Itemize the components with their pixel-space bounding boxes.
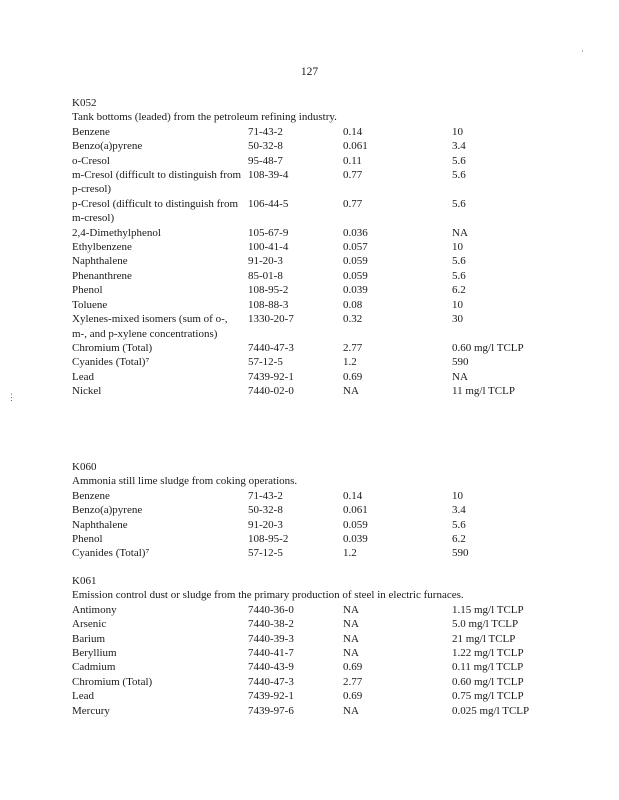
waste-code: K052: [72, 97, 97, 109]
nonwastewater-standard: 10: [452, 298, 463, 311]
constituent-name: Phenanthrene: [72, 269, 132, 282]
constituent-name: Cadmium: [72, 661, 116, 674]
constituent-name: Naphthalene: [72, 255, 128, 268]
nonwastewater-standard: NA: [452, 226, 468, 239]
constituent-name: m-Cresol (difficult to distinguish from p-cresol): [72, 169, 242, 196]
cas-number: 108-95-2: [248, 533, 289, 546]
constituent-name: Nickel: [72, 385, 102, 398]
wastewater-standard: NA: [343, 632, 359, 645]
constituent-name: Lead: [72, 370, 94, 383]
constituent-row: [72, 546, 572, 560]
nonwastewater-standard: 5.6: [452, 197, 466, 210]
cas-number: 95-48-7: [248, 154, 283, 167]
cas-number: 7439-92-1: [248, 370, 294, 383]
nonwastewater-standard: 6.2: [452, 533, 466, 546]
constituent-name: Benzene: [72, 489, 110, 502]
constituent-row: [72, 370, 572, 384]
nonwastewater-standard: 1.15 mg/l TCLP: [452, 603, 524, 616]
constituent-row: [72, 240, 572, 254]
nonwastewater-standard: 5.6: [452, 255, 466, 268]
nonwastewater-standard: 11 mg/l TCLP: [452, 385, 515, 398]
constituent-name: Cyanides (Total)⁷: [72, 547, 150, 560]
constituent-name: Benzene: [72, 125, 110, 138]
wastewater-standard: 0.059: [343, 269, 368, 282]
wastewater-standard: 0.061: [343, 504, 368, 517]
constituent-name: Phenol: [72, 284, 103, 297]
nonwastewater-standard: 10: [452, 241, 463, 254]
constituent-name: Chromium (Total): [72, 675, 153, 688]
constituent-row: [72, 312, 572, 341]
constituent-row: [72, 125, 572, 139]
waste-description: Emission control dust or sludge from the primary production of steel in electric furnaces.: [72, 589, 464, 602]
wastewater-standard: 0.69: [343, 370, 363, 383]
nonwastewater-standard: 5.6: [452, 169, 466, 182]
nonwastewater-standard: 3.4: [452, 504, 466, 517]
cas-number: 7440-47-3: [248, 675, 294, 688]
constituent-name: Ethylbenzene: [72, 241, 132, 254]
constituent-row: [72, 632, 572, 646]
nonwastewater-standard: 10: [452, 125, 463, 138]
constituent-row: [72, 603, 572, 617]
cas-number: 50-32-8: [248, 504, 283, 517]
constituent-row: [72, 298, 572, 312]
nonwastewater-standard: 1.22 mg/l TCLP: [452, 647, 524, 660]
cas-number: 106-44-5: [248, 197, 289, 210]
constituent-row: [72, 689, 572, 703]
cas-number: 7440-02-0: [248, 385, 294, 398]
wastewater-standard: 0.77: [343, 197, 363, 210]
constituent-row: [72, 254, 572, 268]
constituent-row: [72, 226, 572, 240]
nonwastewater-standard: 5.6: [452, 518, 466, 531]
cas-number: 108-39-4: [248, 169, 289, 182]
constituent-row: [72, 646, 572, 660]
constituent-name: Cyanides (Total)⁷: [72, 356, 150, 369]
constituent-row: [72, 341, 572, 355]
cas-number: 7440-41-7: [248, 647, 294, 660]
wastewater-standard: 0.059: [343, 255, 368, 268]
wastewater-standard: 0.059: [343, 518, 368, 531]
scan-speck: ⋮: [7, 392, 16, 402]
constituent-name: 2,4-Dimethylphenol: [72, 226, 161, 239]
constituent-row: [72, 355, 572, 369]
cas-number: 7440-38-2: [248, 618, 294, 631]
cas-number: 105-67-9: [248, 226, 289, 239]
wastewater-standard: 2.77: [343, 675, 363, 688]
cas-number: 1330-20-7: [248, 313, 294, 326]
nonwastewater-standard: 0.60 mg/l TCLP: [452, 341, 524, 354]
wastewater-standard: 0.77: [343, 169, 363, 182]
constituent-row: [72, 139, 572, 153]
constituent-name: Chromium (Total): [72, 341, 153, 354]
constituent-row: [72, 384, 572, 398]
waste-section: [72, 96, 572, 399]
constituent-name: Benzo(a)pyrene: [72, 140, 143, 153]
wastewater-standard: 2.77: [343, 341, 363, 354]
constituent-row: [72, 532, 572, 546]
nonwastewater-standard: 30: [452, 313, 463, 326]
constituent-name: Barium: [72, 632, 105, 645]
nonwastewater-standard: 0.11 mg/l TCLP: [452, 661, 524, 674]
constituent-name: Benzo(a)pyrene: [72, 504, 143, 517]
constituent-row: [72, 503, 572, 517]
nonwastewater-standard: 5.6: [452, 154, 466, 167]
waste-description: Tank bottoms (leaded) from the petroleum refining industry.: [72, 111, 337, 124]
constituent-name: Lead: [72, 690, 94, 703]
cas-number: 71-43-2: [248, 125, 283, 138]
nonwastewater-standard: 6.2: [452, 284, 466, 297]
wastewater-standard: NA: [343, 704, 359, 717]
wastewater-standard: NA: [343, 385, 359, 398]
wastewater-standard: NA: [343, 603, 359, 616]
cas-number: 91-20-3: [248, 518, 283, 531]
nonwastewater-standard: 5.0 mg/l TCLP: [452, 618, 519, 631]
cas-number: 71-43-2: [248, 489, 283, 502]
nonwastewater-standard: 5.6: [452, 269, 466, 282]
cas-number: 108-88-3: [248, 298, 289, 311]
wastewater-standard: 0.32: [343, 313, 363, 326]
cas-number: 108-95-2: [248, 284, 289, 297]
cas-number: 57-12-5: [248, 356, 283, 369]
wastewater-standard: 1.2: [343, 547, 357, 560]
constituent-row: [72, 617, 572, 631]
constituent-name: Toluene: [72, 298, 108, 311]
constituent-name: o-Cresol: [72, 154, 110, 167]
constituent-row: [72, 704, 572, 718]
constituent-name: Naphthalene: [72, 518, 128, 531]
constituent-row: [72, 675, 572, 689]
nonwastewater-standard: 590: [452, 356, 469, 369]
cas-number: 7440-43-9: [248, 661, 294, 674]
waste-section: [72, 460, 572, 561]
wastewater-standard: NA: [343, 647, 359, 660]
wastewater-standard: 0.036: [343, 226, 368, 239]
scan-speck: ·: [581, 46, 584, 56]
wastewater-standard: 0.14: [343, 125, 363, 138]
waste-description: Ammonia still lime sludge from coking operations.: [72, 475, 298, 488]
nonwastewater-standard: NA: [452, 370, 468, 383]
wastewater-standard: 0.11: [343, 154, 362, 167]
nonwastewater-standard: 590: [452, 547, 469, 560]
constituent-row: [72, 168, 572, 197]
waste-section: [72, 574, 572, 718]
wastewater-standard: 0.061: [343, 140, 368, 153]
nonwastewater-standard: 0.60 mg/l TCLP: [452, 675, 524, 688]
cas-number: 7439-97-6: [248, 704, 294, 717]
nonwastewater-standard: 0.75 mg/l TCLP: [452, 690, 524, 703]
wastewater-standard: 0.08: [343, 298, 363, 311]
wastewater-standard: 0.69: [343, 690, 363, 703]
nonwastewater-standard: 10: [452, 489, 463, 502]
constituent-name: Mercury: [72, 704, 110, 717]
wastewater-standard: 0.039: [343, 284, 368, 297]
wastewater-standard: 0.69: [343, 661, 363, 674]
constituent-row: [72, 154, 572, 168]
cas-number: 7439-92-1: [248, 690, 294, 703]
nonwastewater-standard: 0.025 mg/l TCLP: [452, 704, 530, 717]
constituent-name: Phenol: [72, 533, 103, 546]
cas-number: 100-41-4: [248, 241, 289, 254]
cas-number: 7440-47-3: [248, 341, 294, 354]
waste-code: K060: [72, 461, 97, 473]
cas-number: 91-20-3: [248, 255, 283, 268]
cas-number: 7440-39-3: [248, 632, 294, 645]
cas-number: 50-32-8: [248, 140, 283, 153]
constituent-name: Beryllium: [72, 647, 117, 660]
constituent-name: p-Cresol (difficult to distinguish from m-cresol): [72, 197, 239, 225]
constituent-row: [72, 489, 572, 503]
waste-code: K061: [72, 575, 97, 587]
cas-number: 85-01-8: [248, 269, 283, 282]
wastewater-standard: NA: [343, 618, 359, 631]
constituent-row: [72, 660, 572, 674]
nonwastewater-standard: 21 mg/l TCLP: [452, 632, 516, 645]
cas-number: 7440-36-0: [248, 603, 294, 616]
wastewater-standard: 0.057: [343, 241, 368, 254]
constituent-name: Arsenic: [72, 618, 107, 631]
page-number: 127: [300, 66, 319, 78]
cas-number: 57-12-5: [248, 547, 283, 560]
constituent-name: Antimony: [72, 603, 117, 616]
wastewater-standard: 0.039: [343, 533, 368, 546]
constituent-row: [72, 269, 572, 283]
nonwastewater-standard: 3.4: [452, 140, 466, 153]
constituent-row: [72, 283, 572, 297]
constituent-row: [72, 518, 572, 532]
constituent-row: [72, 197, 572, 226]
constituent-name: Xylenes-mixed isomers (sum of o-, m-, and p-xylene concentrations): [72, 313, 228, 340]
wastewater-standard: 0.14: [343, 489, 363, 502]
wastewater-standard: 1.2: [343, 356, 357, 369]
